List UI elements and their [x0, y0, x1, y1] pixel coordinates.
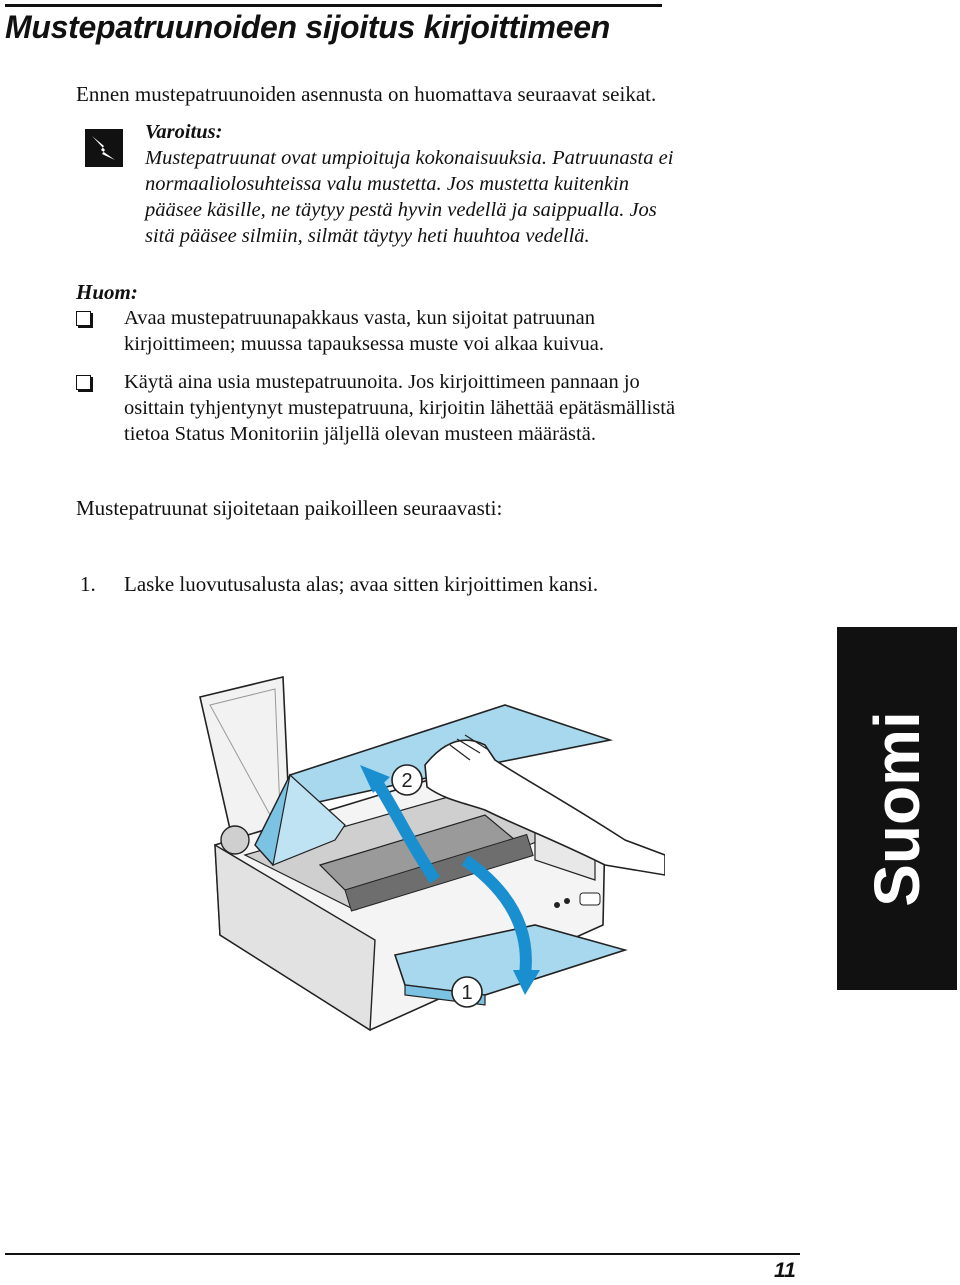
language-tab: [837, 627, 957, 990]
step-text: Laske luovutusalusta alas; avaa sitten kirjoittimen kansi.: [124, 572, 599, 596]
warning-line: normaaliolosuhteissa valu mustetta. Jos mustetta kuitenkin: [145, 173, 629, 195]
note-line: osittain tyhjentynyt mustepatruuna, kirjoitin lähettää epätäsmällistä: [124, 397, 676, 419]
instructions-lead: Mustepatruunat sijoitetaan paikoilleen seuraavasti:: [76, 496, 503, 520]
checkbox-bullet-icon: [76, 375, 91, 390]
note-item: [76, 369, 836, 447]
title-rule: [5, 4, 662, 7]
warning-line: sitä pääsee silmiin, silmät täytyy heti huuhtoa vedellä.: [145, 225, 590, 247]
note-line: Käytä aina usia mustepatruunoita. Jos kirjoittimeen pannaan jo: [124, 371, 640, 393]
warning-label: Varoitus:: [145, 121, 223, 143]
note-line: kirjoittimeen; muussa tapauksessa muste voi alkaa kuivua.: [124, 333, 604, 355]
warning-lightning-icon: [85, 129, 123, 167]
note-line: Avaa mustepatruunapakkaus vasta, kun sijoitat patruunan: [124, 307, 595, 329]
note-line: tietoa Status Monitoriin jäljellä olevan musteen määrästä.: [124, 423, 596, 445]
footer-rule: [5, 1253, 800, 1255]
warning-line: pääsee käsille, ne täytyy pestä hyvin vedellä ja saippualla. Jos: [145, 199, 657, 221]
marker-1: 1: [461, 982, 473, 1004]
intro-text: Ennen mustepatruunoiden asennusta on huomattava seuraavat seikat.: [76, 82, 657, 106]
page-number: 11: [774, 1259, 796, 1282]
step-1: [80, 572, 598, 597]
note-label: Huom:: [76, 280, 138, 304]
checkbox-bullet-icon: [76, 311, 91, 326]
warning-block: [145, 119, 805, 249]
warning-line: Mustepatruunat ovat umpioituja kokonaisuuksia. Patruunasta ei: [145, 147, 674, 169]
printer-illustration: [195, 665, 665, 1055]
note-item: [76, 305, 836, 357]
marker-2: 2: [401, 770, 413, 792]
page-title: Mustepatruunoiden sijoitus kirjoittimeen: [5, 9, 610, 45]
step-number: 1.: [80, 572, 96, 596]
language-tab-label: Suomi: [861, 711, 933, 907]
